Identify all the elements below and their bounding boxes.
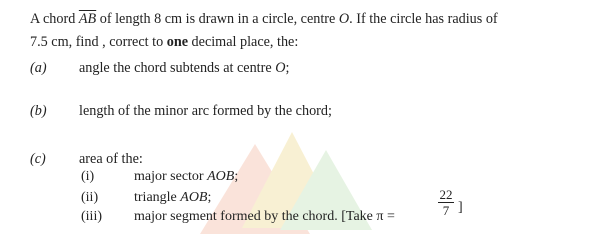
- part-a-text: [79, 59, 289, 77]
- subpart-i-pre: major sector: [134, 169, 208, 184]
- part-b-label: (b): [30, 103, 47, 119]
- intro-bold-one: one: [166, 34, 188, 50]
- question-intro-line-1: [30, 10, 498, 28]
- fraction-numerator: 22: [439, 187, 453, 202]
- subpart-i-var: AOB: [207, 169, 235, 184]
- intro-text-2: of length 8 cm is drawn in a circle, centre: [96, 11, 339, 27]
- fraction-denominator: 7: [442, 203, 450, 218]
- chord-ab: $\overline{AB}$: [78, 11, 97, 27]
- subpart-ii-label: (ii): [81, 190, 99, 205]
- part-a-var: O: [275, 60, 286, 76]
- part-c-text: area of the:: [79, 151, 143, 167]
- part-c-label: (c): [30, 151, 46, 167]
- part-b-text: length of the minor arc formed by the chord;: [79, 103, 332, 119]
- centre-o: O: [338, 11, 350, 27]
- part-a-text-main: angle the chord subtends at centre: [79, 60, 276, 76]
- intro-text-4: 7.5 cm, find , correct to: [30, 34, 167, 50]
- subpart-iii-label: (iii): [81, 209, 102, 224]
- intro-text-3: . If the circle has radius of: [349, 11, 498, 27]
- part-a-label: (a): [30, 60, 47, 76]
- subpart-ii-var: AOB: [180, 190, 208, 205]
- subpart-ii-post: ;: [207, 190, 212, 205]
- subpart-ii-pre: triangle: [134, 190, 181, 205]
- pi-fraction: [438, 188, 454, 217]
- closing-bracket: ]: [458, 200, 463, 215]
- subpart-i-post: ;: [234, 169, 239, 184]
- subpart-i-label: (i): [81, 169, 95, 184]
- part-a-end: ;: [285, 60, 290, 76]
- intro-text-1: A chord: [30, 11, 79, 27]
- subpart-iii-text: major segment formed by the chord. [Take π =: [134, 209, 395, 224]
- subpart-ii-text: [134, 189, 211, 207]
- intro-text-5: decimal place, the:: [188, 34, 299, 50]
- question-intro-line-2: [30, 33, 298, 51]
- subpart-i-text: [134, 168, 238, 186]
